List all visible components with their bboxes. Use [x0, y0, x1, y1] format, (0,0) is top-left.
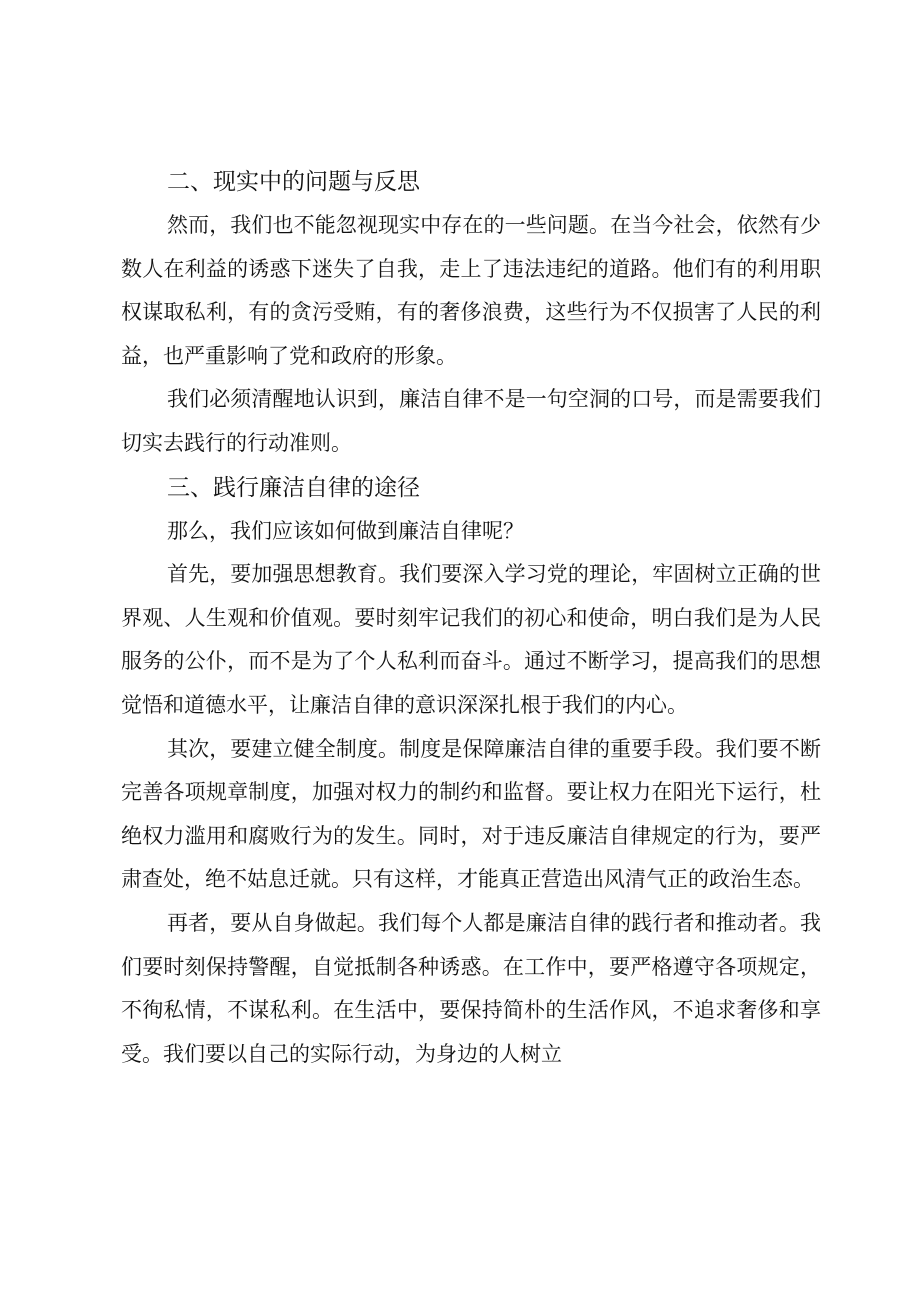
paragraph-education: 首先，要加强思想教育。我们要深入学习党的理论，牢固树立正确的世界观、人生观和价值观。要时刻牢记我们的初心和使命，明白我们是为人民服务的公仆，而不是为了个人私利而奋斗。通过不断学习，提高我们的思想觉悟和道德水平，让廉洁自律的意识深深扎根于我们的内心。: [121, 562, 821, 717]
section-heading-approaches: 三、践行廉洁自律的途径: [167, 474, 420, 501]
section-heading-problems: 二、现实中的问题与反思: [167, 169, 420, 195]
paragraph-recognition: 我们必须清醒地认识到，廉洁自律不是一句空洞的口号，而是需要我们切实去践行的行动准则。: [121, 387, 821, 455]
paragraph-problems: 然而，我们也不能忽视现实中存在的一些问题。在当今社会，依然有少数人在利益的诱惑下迷失了自我，走上了违法违纪的道路。他们有的利用职权谋取私利，有的贪污受贿，有的奢侈浪费，这些行为不仅损害了人民的利益，也严重影响了党和政府的形象。: [121, 213, 821, 368]
paragraph-question: 那么，我们应该如何做到廉洁自律呢？: [167, 518, 524, 543]
paragraph-system: 其次，要建立健全制度。制度是保障廉洁自律的重要手段。我们要不断完善各项规章制度，加强对权力的制约和监督。要让权力在阳光下运行，杜绝权力滥用和腐败行为的发生。同时，对于违反廉洁自律规定的行为，要严肃查处，绝不姑息迁就。只有这样，才能真正营造出风清气正的政治生态。: [121, 736, 821, 892]
paragraph-self: 再者，要从自身做起。我们每个人都是廉洁自律的践行者和推动者。我们要时刻保持警醒，自觉抵制各种诱惑。在工作中，要严格遵守各项规定，不徇私情，不谋私利。在生活中，要保持简朴的生活作风，不追求奢侈和享受。我们要以自己的实际行动，为身边的人树立: [121, 910, 821, 1066]
document-page: [121, 160, 821, 1076]
